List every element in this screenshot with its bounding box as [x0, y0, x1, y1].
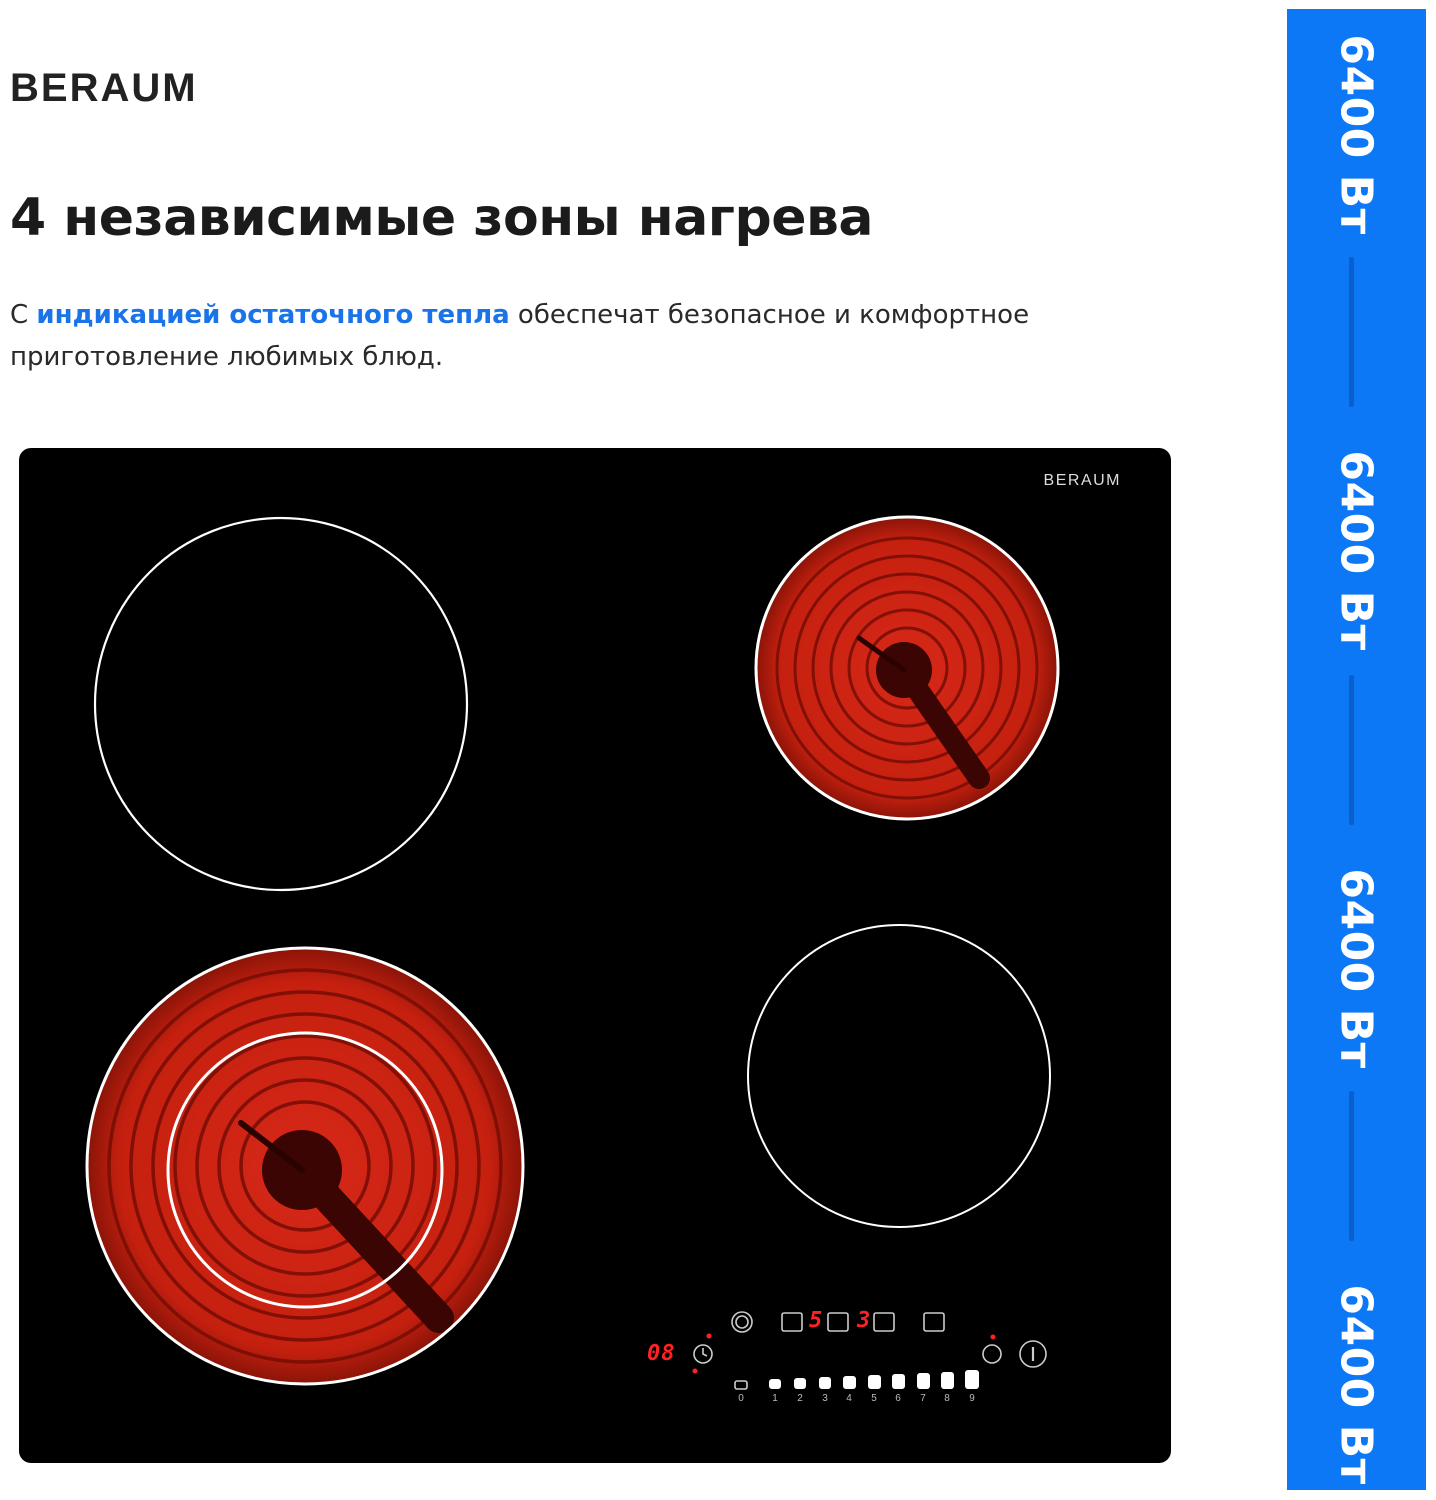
power-label: 6400 Вт	[1331, 33, 1383, 235]
bridge-icon[interactable]	[732, 1312, 752, 1332]
level-label: 6	[895, 1393, 901, 1404]
level-label: 8	[944, 1393, 950, 1404]
power-label: 6400 Вт	[1331, 1283, 1383, 1485]
level-key-9[interactable]	[965, 1370, 979, 1389]
power-side-banner	[1287, 9, 1426, 1490]
cooktop-brand: BERAUM	[1043, 472, 1121, 489]
level-key-7[interactable]	[917, 1373, 930, 1389]
divider	[1349, 257, 1354, 407]
level-label: 9	[969, 1393, 975, 1404]
page-title: 4 независимые зоны нагрева	[10, 188, 873, 248]
brand-logo: BERAUM	[10, 66, 198, 110]
power-label: 6400 Вт	[1331, 867, 1383, 1069]
level-label: 4	[846, 1393, 852, 1404]
description	[10, 294, 1160, 378]
description-prefix: С	[10, 300, 37, 330]
level-label: 1	[772, 1393, 778, 1404]
level-label: 7	[920, 1393, 926, 1404]
level-key-6[interactable]	[892, 1374, 905, 1389]
level-label: 0	[738, 1393, 744, 1404]
level-key-3[interactable]	[819, 1377, 831, 1389]
zone-select-bottom-left-icon[interactable]	[828, 1313, 848, 1331]
divider	[1349, 1091, 1354, 1241]
lock-icon[interactable]	[983, 1345, 1001, 1363]
zone-display-1: 5	[809, 1308, 824, 1333]
description-highlight: индикацией остаточного тепла	[36, 300, 510, 330]
level-zero-icon[interactable]	[735, 1381, 747, 1389]
level-label: 3	[822, 1393, 828, 1404]
level-key-4[interactable]	[843, 1376, 856, 1389]
zone-top-right	[756, 517, 1058, 819]
timer-display: 08	[647, 1341, 676, 1366]
level-key-8[interactable]	[941, 1372, 954, 1389]
power-label: 6400 Вт	[1331, 449, 1383, 651]
divider	[1349, 675, 1354, 825]
level-key-5[interactable]	[868, 1375, 881, 1389]
level-key-1[interactable]	[769, 1379, 781, 1389]
zone-select-top-right-icon[interactable]	[874, 1313, 894, 1331]
level-key-2[interactable]	[794, 1378, 806, 1389]
cooktop-surface	[19, 448, 1171, 1463]
zone-select-top-left-icon[interactable]	[782, 1313, 802, 1331]
zone-select-bottom-right-icon[interactable]	[924, 1313, 944, 1331]
level-label: 5	[871, 1393, 877, 1404]
zone-display-2: 3	[857, 1308, 872, 1333]
level-label: 2	[797, 1393, 803, 1404]
zone-bottom-right	[748, 925, 1050, 1227]
cooktop-image	[19, 448, 1171, 1463]
zone-top-left	[95, 518, 467, 890]
zone-bottom-left	[87, 948, 523, 1384]
description-suffix: обеспечат безопасное и комфортное приготовление любимых блюд.	[10, 300, 1030, 372]
